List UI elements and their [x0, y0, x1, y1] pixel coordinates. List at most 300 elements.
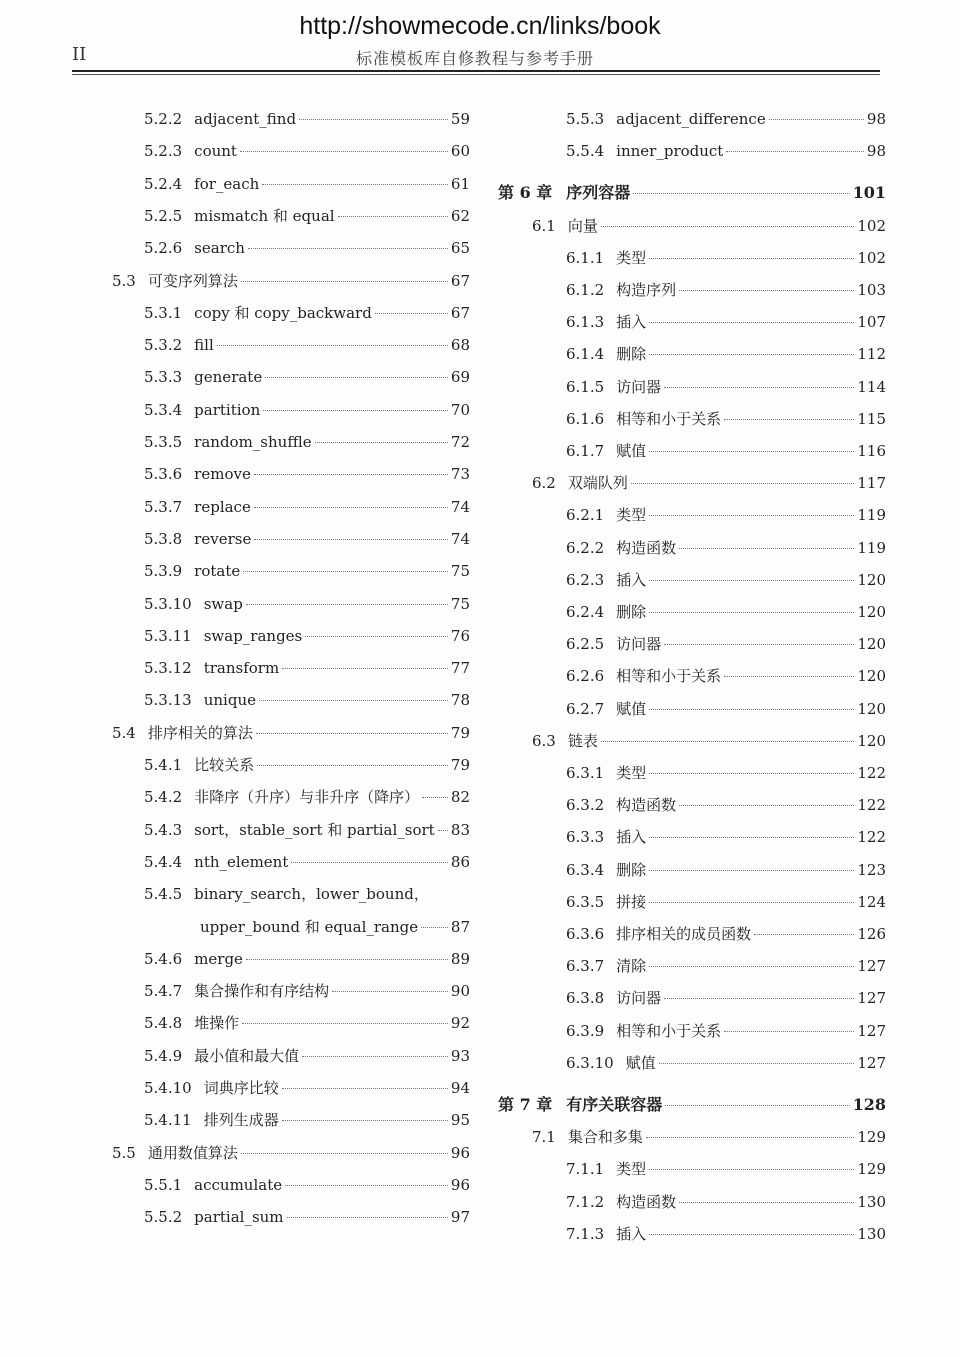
toc-entry[interactable] — [566, 698, 886, 720]
toc-entry-title: count — [194, 142, 237, 161]
toc-entry-number: 5.2.5 — [144, 206, 183, 225]
toc-entry-title: 非降序（升序）与非升序（降序） — [194, 788, 420, 807]
toc-entry-page: 120 — [857, 635, 886, 654]
toc-entry-page: 83 — [450, 820, 470, 839]
toc-entry-title: 类型 — [616, 1160, 647, 1179]
toc-leader-dots — [649, 515, 854, 516]
toc-entry[interactable] — [566, 343, 886, 365]
toc-leader-dots — [724, 419, 854, 420]
toc-leader-dots — [299, 119, 448, 120]
toc-entry-page: 70 — [450, 400, 470, 419]
toc-entry-number: 5.3.13 — [144, 691, 192, 710]
toc-entry-title: 类型 — [616, 764, 647, 782]
toc-entry-title: 词典序比较 — [203, 1079, 279, 1097]
toc-entry-number: 5.3.4 — [144, 400, 183, 419]
toc-entry-number: 6.1 — [532, 216, 556, 235]
toc-chapter-entry[interactable] — [498, 1094, 886, 1116]
toc-leader-dots — [649, 773, 854, 774]
toc-entry-page: 86 — [450, 852, 470, 871]
toc-entry-page: 127 — [857, 957, 886, 976]
toc-entry-number: 5.3.8 — [144, 529, 183, 548]
header-url: http://showmecode.cn/links/book — [299, 12, 661, 40]
toc-entry-title: swap — [203, 594, 243, 613]
toc-entry[interactable] — [566, 762, 886, 784]
toc-entry[interactable] — [144, 786, 470, 808]
toc-leader-dots — [649, 902, 854, 903]
toc-leader-dots — [679, 805, 854, 806]
toc-entry-page: 119 — [857, 538, 886, 557]
toc-entry[interactable] — [566, 279, 886, 301]
toc-entry-number: 5.3.1 — [144, 303, 183, 322]
toc-entry[interactable] — [566, 569, 886, 591]
toc-leader-dots — [282, 668, 448, 669]
toc-entry[interactable] — [566, 140, 886, 162]
toc-entry-title: 相等和小于关系 — [616, 667, 722, 686]
toc-entry-page: 116 — [857, 442, 886, 460]
toc-entry-page: 72 — [450, 433, 470, 451]
toc-entry-page: 74 — [450, 497, 470, 516]
toc-entry-page: 119 — [857, 506, 886, 525]
toc-entry-title: nth_element — [194, 852, 289, 871]
toc-entry-page: 73 — [450, 465, 470, 484]
toc-entry[interactable] — [566, 311, 886, 333]
toc-entry[interactable] — [566, 108, 886, 130]
toc-entry-number: 6.3.2 — [566, 796, 605, 815]
toc-entry-page: 122 — [857, 828, 886, 847]
toc-entry-page: 87 — [450, 917, 470, 936]
toc-entry[interactable] — [532, 472, 886, 494]
toc-leader-dots — [241, 281, 448, 282]
toc-entry-title: 类型 — [616, 506, 647, 525]
toc-entry-title: 赋值 — [616, 699, 647, 718]
toc-entry-title: 比较关系 — [194, 756, 255, 774]
toc-leader-dots — [724, 1031, 854, 1032]
toc-entry-page: 120 — [857, 667, 886, 686]
toc-entry-page: 124 — [857, 892, 886, 911]
toc-entry[interactable] — [144, 560, 470, 582]
toc-leader-dots — [649, 354, 854, 355]
toc-entry-title: 排列生成器 — [203, 1111, 279, 1130]
running-title: 标准模板库自修教程与参考手册 — [356, 49, 595, 68]
toc-leader-dots — [649, 837, 854, 838]
toc-entry-title: 插入 — [616, 828, 647, 847]
toc-entry-title: 可变序列算法 — [147, 271, 238, 290]
toc-entry-number: 6.3.6 — [566, 925, 605, 943]
toc-entry-number: 5.2.4 — [144, 174, 183, 193]
toc-leader-dots — [649, 709, 854, 710]
toc-entry[interactable] — [566, 376, 886, 398]
toc-entry-page: 129 — [857, 1160, 886, 1179]
toc-entry-number: 6.1.6 — [566, 409, 605, 428]
toc-entry-title: reverse — [194, 529, 252, 548]
toc-entry[interactable] — [566, 1052, 886, 1074]
toc-entry-number: 5.3 — [112, 271, 136, 290]
toc-leader-dots — [679, 1202, 854, 1203]
toc-entry-title: 删除 — [616, 345, 647, 364]
toc-leader-dots — [422, 797, 448, 798]
toc-entry[interactable] — [144, 140, 470, 162]
toc-entry-page: 60 — [450, 142, 470, 161]
toc-leader-dots — [649, 1169, 854, 1170]
toc-entry-page: 90 — [450, 982, 470, 1001]
toc-leader-dots — [282, 1088, 448, 1089]
toc-leader-dots — [240, 151, 448, 152]
toc-leader-dots — [332, 991, 448, 992]
toc-leader-dots — [754, 934, 854, 935]
toc-entry[interactable] — [144, 689, 470, 711]
toc-entry-number: 5.4.3 — [144, 820, 183, 839]
toc-leader-dots — [659, 1063, 855, 1064]
toc-entry-page: 96 — [450, 1143, 470, 1162]
toc-entry[interactable] — [112, 270, 470, 292]
toc-entry-number: 5.4.11 — [144, 1111, 192, 1130]
toc-entry-page: 93 — [450, 1046, 470, 1065]
toc-entry-page: 102 — [857, 216, 886, 235]
toc-leader-dots — [263, 410, 448, 411]
toc-entry-title: accumulate — [194, 1175, 283, 1194]
toc-entry[interactable] — [144, 108, 470, 130]
toc-entry-title: unique — [203, 691, 256, 710]
toc-entry-title: 集合操作和有序结构 — [194, 982, 330, 1001]
toc-entry-title: swap_ranges — [203, 626, 303, 645]
toc-entry-page: 94 — [450, 1079, 470, 1097]
toc-leader-dots — [649, 1234, 854, 1235]
toc-entry[interactable] — [144, 1045, 470, 1067]
toc-leader-dots — [248, 248, 448, 249]
toc-entry-number: 5.3.5 — [144, 433, 183, 451]
toc-leader-dots — [649, 322, 854, 323]
toc-entry-number: 5.5 — [112, 1143, 136, 1162]
toc-entry-title: 访问器 — [616, 635, 662, 654]
toc-entry-number: 5.4.6 — [144, 949, 183, 968]
toc-entry[interactable] — [144, 657, 470, 679]
toc-entry[interactable] — [566, 247, 886, 269]
toc-entry-title: 构造序列 — [616, 281, 677, 299]
toc-leader-dots — [664, 644, 854, 645]
toc-entry[interactable] — [144, 399, 470, 421]
toc-entry-title: 排序相关的成员函数 — [616, 925, 752, 943]
toc-entry-title: adjacent_find — [194, 110, 297, 128]
toc-entry-number: 5.2.3 — [144, 142, 183, 161]
toc-entry-number: 5.4.5 — [144, 885, 183, 904]
toc-entry-title: 双端队列 — [567, 474, 628, 493]
toc-entry[interactable] — [144, 1206, 470, 1228]
header-rule — [72, 70, 880, 72]
toc-leader-dots — [649, 258, 854, 259]
toc-leader-dots — [265, 377, 448, 378]
toc-entry-title: 堆操作 — [194, 1014, 240, 1033]
toc-entry-number: 5.4.9 — [144, 1046, 183, 1065]
toc-leader-dots — [259, 700, 448, 701]
toc-entry-number: 5.3.6 — [144, 465, 183, 484]
toc-leader-dots — [338, 216, 448, 217]
toc-entry[interactable] — [566, 826, 886, 848]
toc-entry-title: 排序相关的算法 — [147, 723, 253, 742]
toc-leader-dots — [649, 451, 854, 452]
toc-entry[interactable] — [144, 1174, 470, 1196]
toc-entry[interactable] — [144, 819, 470, 841]
toc-entry-page: 120 — [857, 731, 886, 750]
toc-entry-page: 127 — [857, 1053, 886, 1072]
toc-entry-title: 集合和多集 — [567, 1128, 643, 1147]
toc-entry-title: 删除 — [616, 860, 647, 879]
toc-entry-number: 6.1.3 — [566, 313, 605, 332]
page-number: II — [72, 44, 87, 65]
toc-entry-number: 6.2 — [532, 474, 556, 493]
toc-entry-title: generate — [194, 368, 263, 387]
toc-entry-number: 6.1.2 — [566, 281, 605, 299]
toc-entry-title: adjacent_difference — [616, 110, 766, 128]
toc-leader-dots — [262, 184, 448, 185]
toc-leader-dots — [302, 1056, 448, 1057]
toc-entry-page: 120 — [857, 603, 886, 621]
toc-entry[interactable] — [144, 302, 470, 324]
toc-entry-number: 7.1 — [532, 1128, 556, 1147]
toc-entry[interactable] — [566, 794, 886, 816]
toc-leader-dots — [633, 193, 849, 194]
toc-entry-number: 5.4.10 — [144, 1079, 192, 1097]
toc-entry[interactable] — [144, 1109, 470, 1131]
toc-entry-page: 96 — [450, 1175, 470, 1194]
toc-entry-title: 有序关联容器 — [566, 1095, 663, 1114]
toc-entry-page: 126 — [857, 925, 886, 943]
toc-entry-number: 6.2.7 — [566, 699, 605, 718]
toc-entry-page: 76 — [450, 626, 470, 645]
toc-entry-page: 122 — [857, 764, 886, 782]
toc-entry-number: 6.3 — [532, 731, 556, 750]
toc-entry-page: 62 — [450, 206, 470, 225]
toc-entry-page: 68 — [450, 336, 470, 355]
toc-entry-number: 6.3.10 — [566, 1053, 614, 1072]
toc-entry[interactable] — [566, 601, 886, 623]
toc-entry-page: 115 — [857, 409, 886, 428]
toc-leader-dots — [664, 998, 854, 999]
toc-entry-page: 129 — [857, 1128, 886, 1147]
toc-entry-number: 5.2.6 — [144, 239, 183, 258]
toc-entry[interactable] — [566, 923, 886, 945]
toc-entry-number: 5.3.11 — [144, 626, 192, 645]
toc-entry-page: 97 — [450, 1208, 470, 1227]
toc-entry-page: 89 — [450, 949, 470, 968]
toc-entry[interactable] — [144, 431, 470, 453]
toc-entry-number: 5.4.1 — [144, 756, 183, 774]
toc-entry[interactable] — [144, 948, 470, 970]
toc-leader-dots — [679, 290, 854, 291]
toc-entry-number: 6.1.7 — [566, 442, 605, 460]
toc-entry-page: 112 — [857, 345, 886, 364]
toc-leader-dots — [649, 612, 854, 613]
toc-leader-dots — [679, 548, 854, 549]
toc-entry-title: 赋值 — [625, 1053, 656, 1072]
toc-entry-number: 7.1.3 — [566, 1224, 605, 1243]
toc-entry-number: 6.3.5 — [566, 892, 605, 911]
toc-entry-title-continued: upper_bound 和 equal_range — [200, 917, 419, 936]
toc-entry-page: 103 — [857, 281, 886, 299]
toc-entry-number: 5.5.1 — [144, 1175, 183, 1194]
toc-leader-dots — [254, 474, 448, 475]
toc-leader-dots — [257, 765, 448, 766]
toc-entry-title: 插入 — [616, 313, 647, 332]
toc-entry-title: 插入 — [616, 570, 647, 589]
toc-entry-page: 114 — [857, 377, 886, 396]
toc-entry[interactable] — [144, 1012, 470, 1034]
toc-entry[interactable] — [144, 528, 470, 550]
toc-entry-title: replace — [194, 497, 251, 516]
toc-entry[interactable] — [144, 593, 470, 615]
toc-entry-title: 访问器 — [616, 989, 662, 1008]
toc-leader-dots — [256, 733, 448, 734]
toc-entry-number: 5.3.9 — [144, 562, 183, 581]
toc-entry-title: 通用数值算法 — [147, 1143, 238, 1162]
toc-entry-continuation[interactable] — [200, 916, 470, 938]
toc-entry-number: 6.2.3 — [566, 570, 605, 589]
toc-entry-page: 123 — [857, 860, 886, 879]
toc-leader-dots — [649, 870, 854, 871]
toc-entry-title: 向量 — [567, 216, 598, 235]
toc-entry-title: inner_product — [616, 142, 724, 161]
toc-entry-page: 102 — [857, 248, 886, 267]
toc-entry[interactable] — [566, 665, 886, 687]
toc-entry-title: merge — [194, 949, 243, 968]
toc-entry-number: 6.2.6 — [566, 667, 605, 686]
toc-entry-number: 6.3.8 — [566, 989, 605, 1008]
toc-entry[interactable] — [566, 1223, 886, 1245]
toc-entry-title: copy 和 copy_backward — [194, 303, 372, 322]
toc-entry[interactable] — [566, 633, 886, 655]
toc-entry-title: partition — [194, 400, 261, 419]
toc-entry-page: 95 — [450, 1111, 470, 1130]
toc-entry-number: 6.2.5 — [566, 635, 605, 654]
toc-leader-dots — [285, 1185, 448, 1186]
toc-entry[interactable] — [566, 987, 886, 1009]
toc-leader-dots — [649, 966, 854, 967]
toc-entry[interactable] — [532, 1126, 886, 1148]
toc-entry[interactable] — [566, 408, 886, 430]
toc-entry-page: 65 — [450, 239, 470, 258]
toc-entry[interactable] — [144, 496, 470, 518]
toc-entry[interactable] — [144, 237, 470, 259]
toc-entry[interactable] — [144, 173, 470, 195]
toc-entry-title: 构造函数 — [616, 1192, 677, 1211]
toc-entry-number: 第 7 章 — [498, 1095, 553, 1114]
toc-entry[interactable] — [144, 366, 470, 388]
toc-entry-number: 6.2.4 — [566, 603, 605, 621]
toc-entry[interactable] — [532, 215, 886, 237]
toc-entry-title: fill — [194, 336, 214, 355]
toc-entry[interactable] — [566, 955, 886, 977]
toc-leader-dots — [664, 387, 854, 388]
toc-entry-number: 5.4.4 — [144, 852, 183, 871]
toc-entry-page: 67 — [450, 271, 470, 290]
toc-entry-title: remove — [194, 465, 251, 484]
toc-leader-dots — [246, 959, 448, 960]
toc-entry[interactable] — [532, 730, 886, 752]
toc-entry-title: 清除 — [616, 957, 647, 976]
toc-entry-page: 122 — [857, 796, 886, 815]
toc-entry-number: 6.3.4 — [566, 860, 605, 879]
toc-entry[interactable] — [144, 1077, 470, 1099]
toc-entry-page: 101 — [852, 183, 886, 203]
toc-entry-number: 6.3.1 — [566, 764, 605, 782]
toc-entry[interactable] — [144, 463, 470, 485]
toc-entry-number: 6.3.7 — [566, 957, 605, 976]
toc-entry[interactable] — [566, 891, 886, 913]
toc-entry[interactable] — [144, 625, 470, 647]
toc-entry-page: 79 — [450, 723, 470, 742]
toc-entry-number: 5.3.2 — [144, 336, 183, 355]
toc-entry-title: 相等和小于关系 — [616, 409, 722, 428]
toc-entry[interactable] — [566, 1158, 886, 1180]
toc-entry[interactable] — [144, 883, 470, 905]
toc-entry[interactable] — [566, 440, 886, 462]
toc-entry-number: 6.2.2 — [566, 538, 605, 557]
toc-entry-number: 6.3.9 — [566, 1021, 605, 1040]
toc-entry-title: binary_search，lower_bound， — [194, 885, 429, 904]
toc-entry[interactable] — [144, 205, 470, 227]
toc-entry[interactable] — [144, 754, 470, 776]
toc-leader-dots — [421, 927, 448, 928]
toc-entry-number: 5.4.2 — [144, 788, 183, 807]
toc-entry-page: 77 — [450, 659, 470, 678]
toc-entry-title: 访问器 — [616, 377, 662, 396]
toc-entry-number: 5.2.2 — [144, 110, 183, 128]
toc-chapter-entry[interactable] — [498, 182, 886, 204]
toc-leader-dots — [291, 862, 448, 863]
toc-entry-title: 序列容器 — [566, 183, 631, 203]
toc-entry-title: 构造函数 — [616, 796, 677, 815]
toc-leader-dots — [241, 1153, 448, 1154]
toc-entry-page: 120 — [857, 570, 886, 589]
toc-entry-page: 67 — [450, 303, 470, 322]
toc-leader-dots — [315, 442, 448, 443]
toc-entry-title: 最小值和最大值 — [194, 1046, 300, 1065]
toc-leader-dots — [726, 151, 864, 152]
toc-entry-title: rotate — [194, 562, 241, 581]
toc-leader-dots — [646, 1137, 854, 1138]
toc-entry-page: 79 — [450, 756, 470, 774]
toc-entry-title: 拼接 — [616, 892, 647, 911]
toc-entry-number: 5.5.3 — [566, 110, 605, 128]
toc-entry[interactable] — [566, 1020, 886, 1042]
toc-entry-title: sort，stable_sort 和 partial_sort — [194, 820, 435, 839]
toc-entry-page: 130 — [857, 1224, 886, 1243]
toc-entry-page: 128 — [852, 1095, 886, 1114]
toc-entry[interactable] — [566, 859, 886, 881]
toc-leader-dots — [243, 571, 448, 572]
toc-entry-number: 6.1.4 — [566, 345, 605, 364]
toc-entry-title: 插入 — [616, 1224, 647, 1243]
toc-entry[interactable] — [144, 334, 470, 356]
toc-entry-number: 7.1.1 — [566, 1160, 605, 1179]
toc-leader-dots — [724, 676, 854, 677]
toc-entry[interactable] — [566, 1191, 886, 1213]
toc-entry-title: mismatch 和 equal — [194, 206, 335, 225]
toc-entry-page: 74 — [450, 529, 470, 548]
toc-entry-title: random_shuffle — [194, 433, 312, 451]
toc-leader-dots — [665, 1105, 849, 1106]
toc-entry[interactable] — [566, 537, 886, 559]
toc-entry[interactable] — [144, 851, 470, 873]
toc-entry[interactable] — [112, 722, 470, 744]
toc-entry-page: 98 — [866, 142, 886, 161]
toc-entry[interactable] — [144, 980, 470, 1002]
toc-leader-dots — [769, 119, 864, 120]
toc-entry-page: 75 — [450, 594, 470, 613]
toc-entry[interactable] — [112, 1142, 470, 1164]
toc-entry[interactable] — [566, 504, 886, 526]
toc-entry-number: 5.4.7 — [144, 982, 183, 1001]
toc-entry-page: 82 — [450, 788, 470, 807]
